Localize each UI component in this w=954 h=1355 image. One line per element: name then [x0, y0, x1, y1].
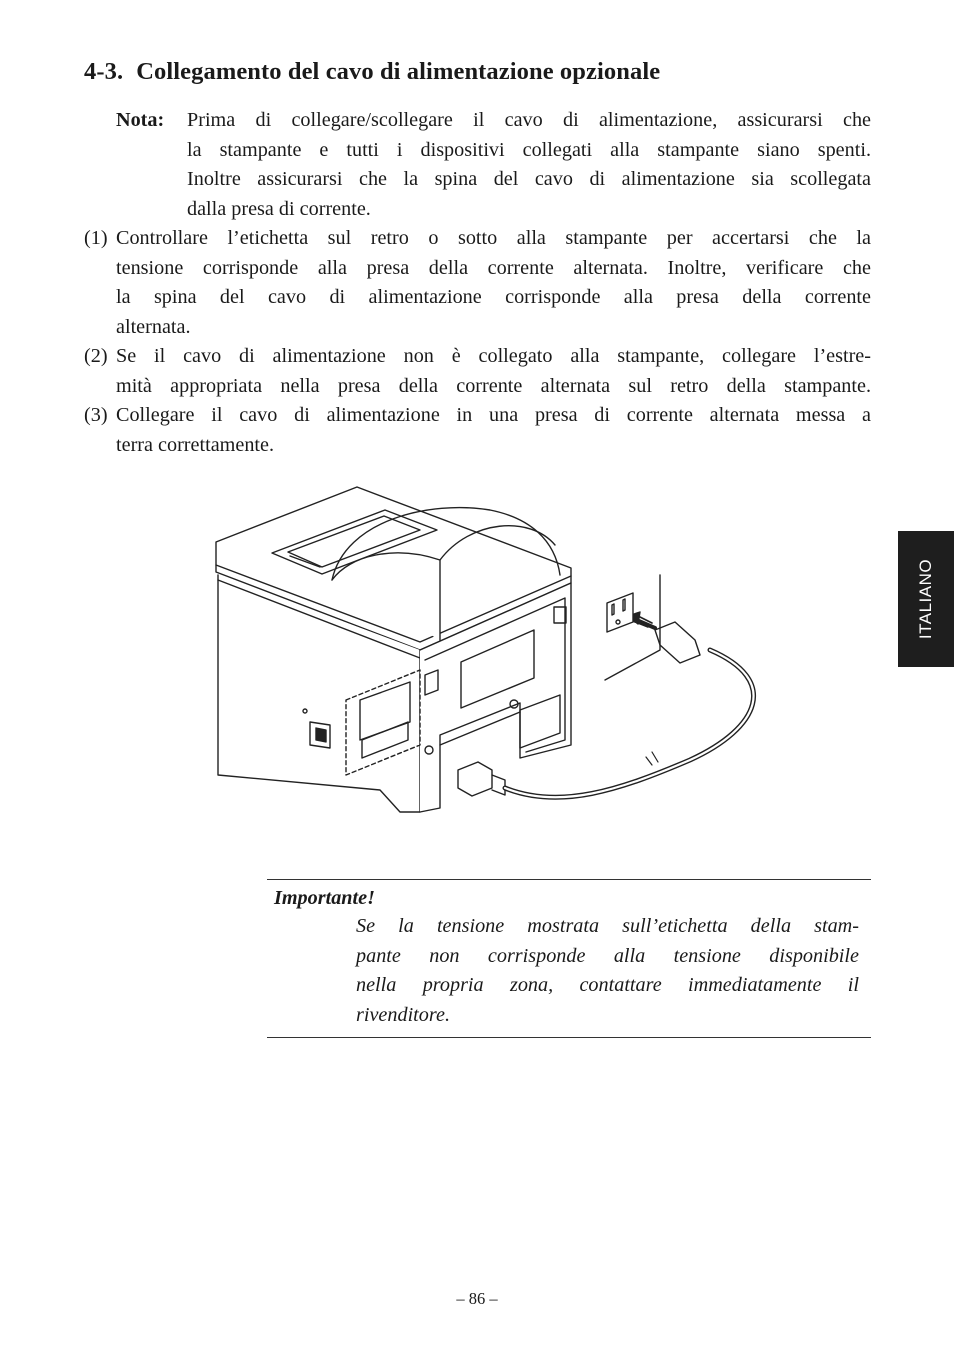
step-line: Controllare l’etichetta sul retro o sotto alla stampante per accertarsi che la: [116, 227, 871, 249]
important-line: nella propria zona, contattare immediatamente il: [356, 974, 859, 996]
section-heading: [84, 58, 660, 86]
step-number: (2): [84, 345, 108, 367]
section-title: Collegamento del cavo di alimentazione opzionale: [136, 58, 661, 85]
note-line: la stampante e tutti i dispositivi collegati alla stampante siano spenti.: [187, 138, 871, 161]
note-line: dalla presa di corrente.: [187, 197, 371, 220]
section-number: 4-3.: [84, 58, 124, 85]
step-line: Se il cavo di alimentazione non è collegato alla stampante, collegare l’estre-: [116, 345, 871, 367]
important-line: rivenditore.: [356, 1003, 450, 1026]
important-line: pante non corrisponde alla tensione disponibile: [356, 944, 859, 967]
language-tab-label: ITALIANO: [916, 558, 935, 640]
page-number: – 86 –: [456, 1289, 498, 1308]
step-number: (1): [84, 227, 108, 249]
important-bottom-rule: [267, 1037, 871, 1038]
step-line: tensione corrisponde alla presa della corrente alternata. Inoltre, verificare che: [116, 256, 871, 279]
important-title: Importante!: [274, 887, 375, 909]
step-line: la spina del cavo di alimentazione corrisponde alla presa della corrente: [116, 286, 871, 308]
note-line: Inoltre assicurarsi che la spina del cavo di alimentazione sia scollegata: [187, 168, 871, 190]
language-tab: [898, 531, 954, 667]
printer-power-cord-illustration: [200, 478, 780, 823]
step-line: terra correttamente.: [116, 433, 275, 456]
important-top-rule: [267, 879, 871, 880]
step-line: Collegare il cavo di alimentazione in una presa di corrente alternata messa a: [116, 404, 871, 426]
step-number: (3): [84, 404, 108, 426]
note-line: Prima di collegare/scollegare il cavo di alimentazione, assicurarsi che: [187, 109, 871, 131]
important-line: Se la tensione mostrata sull’etichetta della stam-: [356, 915, 859, 937]
step-line: mità appropriata nella presa della corrente alternata sul retro della stampante.: [116, 374, 871, 397]
note-label: Nota:: [116, 109, 165, 131]
step-line: alternata.: [116, 315, 191, 338]
